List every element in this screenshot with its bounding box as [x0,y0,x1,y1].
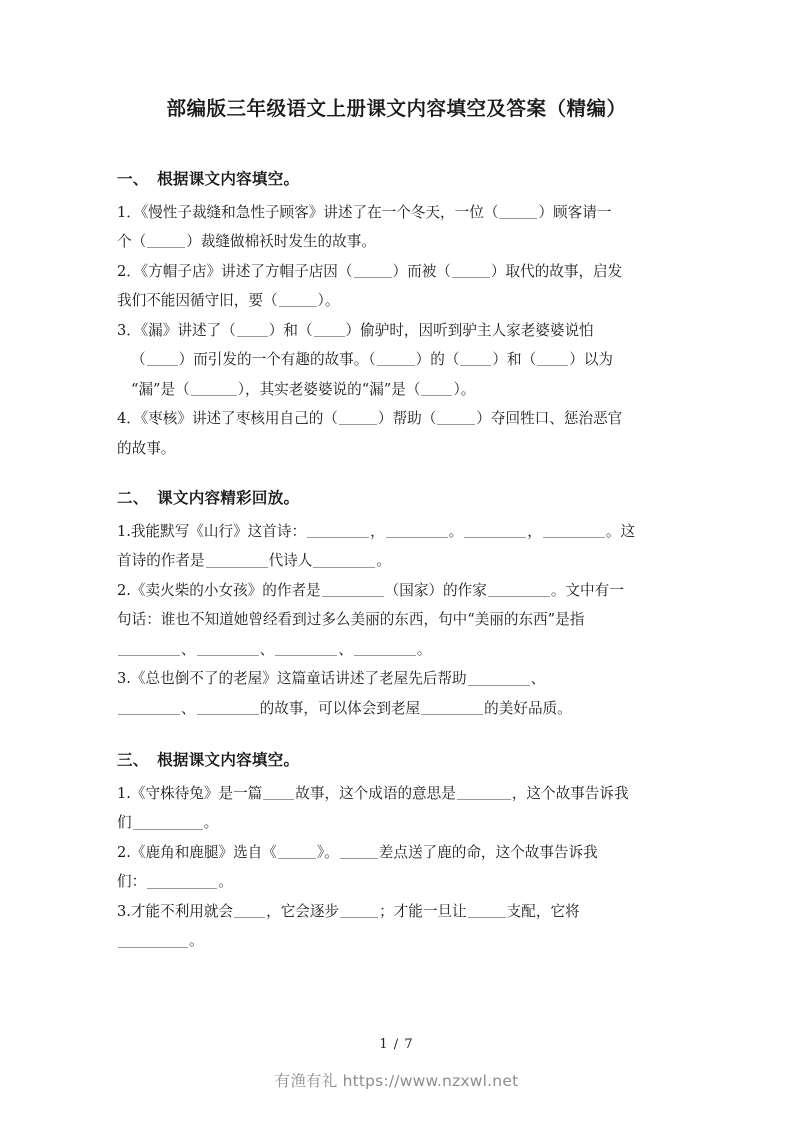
question-text: 们 [117,814,132,832]
question-line [117,779,675,809]
answer-blank[interactable] [340,903,378,918]
question-item [117,779,675,838]
question-text: 。 [376,552,391,570]
question-text: 。 [448,522,464,540]
question-text: 、 [181,640,196,658]
answer-blank[interactable] [133,815,203,830]
section [117,751,675,956]
question-line [117,808,675,838]
question-line [117,926,675,956]
section-spacer [117,723,675,751]
section-heading [117,170,675,189]
section-title: 根据课文内容填空。 [157,750,300,770]
question-line [117,838,675,868]
question-text: 1．《慢性子裁缝和急性子顾客》讲述了在一个冬天，一位（ [117,203,499,221]
question-text: 、 [259,640,275,658]
question-line [117,605,675,635]
question-text: 。 [218,873,233,891]
page-number: 1 / 7 [379,1037,414,1052]
section [117,489,675,723]
answer-blank[interactable] [340,844,378,859]
question-text: 支配，它将 [506,902,580,920]
answer-blank[interactable] [354,641,416,656]
answer-blank[interactable] [191,381,237,396]
section-number: 二、 [117,488,149,508]
page-title: 部编版三年级语文上册课文内容填空及答案（精编） [166,97,627,120]
section [117,170,675,463]
question-text: 4．《枣核》讲述了枣核用自己的（ [117,410,338,428]
question-text: 们： [117,873,147,891]
question-text: 2.《鹿角和鹿腿》选自《 [117,843,277,861]
question-text: ）裁缝做棉袄时发生的故事。 [186,233,376,251]
answer-blank[interactable] [197,700,259,715]
question-text: 3．《漏》讲述了（ [117,321,236,339]
question-line [117,257,675,287]
question-item [117,316,675,405]
question-text: “漏”是（ [131,380,190,398]
answer-blank[interactable] [339,411,377,426]
document-body [117,170,675,956]
question-line [117,227,675,257]
section-title: 根据课文内容填空。 [157,169,300,188]
question-text: ）取代的故事，启发 [490,262,623,280]
question-text: ）。 [453,380,476,398]
answer-blank[interactable] [234,903,265,918]
question-line [117,316,675,346]
question-text: 》。 [316,843,339,861]
answer-blank[interactable] [543,523,605,538]
section-number: 三、 [117,750,149,770]
answer-blank[interactable] [279,293,317,308]
question-text: 2．《方帽子店》讲述了方帽子店因（ [117,262,353,280]
question-line [117,404,675,434]
question-text: ）顾客请一 [538,203,612,221]
answer-blank[interactable] [421,700,483,715]
section-heading [117,751,675,770]
question-text: 。这 [605,522,636,540]
question-text: ）的（ [415,351,460,369]
question-text: 1.《守株待兔》是一篇 [117,784,263,802]
answer-blank[interactable] [322,582,384,597]
question-text: ）。 [317,292,340,310]
answer-blank[interactable] [314,322,345,337]
question-text: ）和（ [268,321,313,339]
answer-blank[interactable] [437,411,475,426]
section-spacer [117,463,675,489]
answer-blank[interactable] [275,641,337,656]
question-line [117,434,675,464]
question-text: 、 [181,699,196,717]
answer-blank[interactable] [468,671,530,686]
answer-blank[interactable] [307,523,369,538]
answer-blank[interactable] [464,523,526,538]
question-text: ）而引发的一个有趣的故事。（ [178,351,376,369]
question-text: 首诗的作者是 [117,552,205,570]
question-line [117,867,675,897]
question-text: 。 [416,640,432,658]
question-text: 。 [189,932,204,950]
question-line [117,897,675,927]
question-line [117,286,675,316]
question-text: 、 [530,670,546,688]
answer-blank[interactable] [147,234,185,249]
answer-blank[interactable] [118,933,188,948]
answer-blank[interactable] [488,582,550,597]
question-text: ， [527,522,542,540]
question-text: ）和（ [492,351,537,369]
question-text: 的故事，可以体会到老屋 [259,699,421,717]
question-text: ， [370,522,385,540]
answer-blank[interactable] [499,204,537,219]
question-line [117,694,675,724]
answer-blank[interactable] [278,844,316,859]
question-text: 2.《卖火柴的小女孩》的作者是 [117,581,321,599]
answer-blank[interactable] [237,322,268,337]
question-text: ）帮助（ [377,410,437,428]
question-line [117,198,675,228]
question-text: 的美好品质。 [484,699,572,717]
answer-blank[interactable] [460,352,491,367]
section-number: 一、 [117,169,149,188]
question-item [117,664,675,723]
question-text: 差点送了鹿的命，这个故事告诉我 [378,843,598,861]
question-text: 3.《总也倒不了的老屋》这篇童话讲述了老屋先后帮助 [117,670,467,688]
question-text: 。 [203,814,219,832]
question-text: ），其实老婆婆说的“漏”是（ [237,380,421,398]
answer-blank[interactable] [263,785,294,800]
answer-blank[interactable] [313,553,375,568]
answer-blank[interactable] [354,263,392,278]
answer-blank[interactable] [197,641,259,656]
watermark: 有渔有礼 https://www.nzxwl.net [274,1072,519,1090]
answer-blank[interactable] [147,874,217,889]
question-item [117,838,675,897]
question-line [117,517,675,547]
question-line [117,664,675,694]
question-item [117,257,675,316]
question-item [117,404,675,463]
answer-blank[interactable] [118,641,180,656]
question-text: 我们不能因循守旧，要（ [117,292,278,310]
question-text: 句话：谁也不知道她曾经看到过多么美丽的东西，句中“美丽的东西”是指 [117,611,585,629]
question-text: 故事，这个成语的意思是 [295,784,456,802]
answer-blank[interactable] [206,553,268,568]
question-text: ）夺回牲口、惩治恶官 [476,410,623,428]
answer-blank[interactable] [147,352,178,367]
question-text: ）而被（ [392,262,451,280]
question-text: ）偷驴时，因听到驴主人家老婆婆说怕 [345,321,594,339]
question-item [117,198,675,257]
question-text: 的故事。 [117,439,176,457]
question-text: 代诗人 [268,552,313,570]
question-line [117,345,675,375]
answer-blank[interactable] [452,263,490,278]
question-line [117,635,675,665]
question-text: （ [131,351,146,369]
question-text: 。文中有一 [550,581,624,599]
question-text: ，它会逐步 [266,902,340,920]
question-text: 1.我能默写《山行》这首诗： [117,522,307,540]
question-text: ）以为 [569,351,614,369]
answer-blank[interactable] [386,523,448,538]
answer-blank[interactable] [421,381,452,396]
answer-blank[interactable] [537,352,568,367]
answer-blank[interactable] [377,352,415,367]
question-item [117,897,675,956]
question-line [117,375,675,405]
question-text: ，这个故事告诉我 [511,784,629,802]
answer-blank[interactable] [118,700,180,715]
question-text: 个（ [117,233,147,251]
answer-blank[interactable] [457,785,511,800]
section-heading [117,489,675,508]
question-text: 、 [338,640,353,658]
answer-blank[interactable] [468,903,506,918]
question-line [117,546,675,576]
question-text: ；才能一旦让 [379,902,467,920]
question-item [117,576,675,665]
question-text: （国家）的作家 [384,581,487,599]
question-text: 3.才能不利用就会 [117,902,234,920]
question-line [117,576,675,606]
question-item [117,517,675,576]
section-title: 课文内容精彩回放。 [157,488,300,508]
